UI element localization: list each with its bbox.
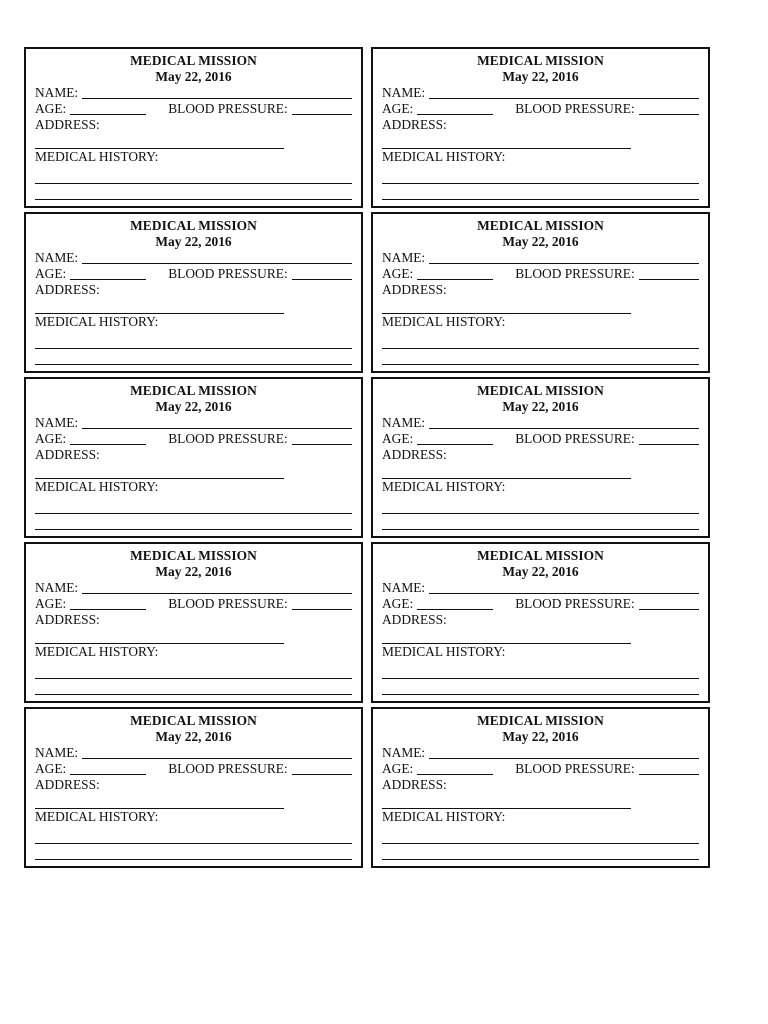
card-date: May 22, 2016 <box>502 564 579 579</box>
blood-pressure-label: BLOOD PRESSURE: <box>515 266 635 281</box>
history-blank[interactable] <box>382 183 699 184</box>
history-blank[interactable] <box>35 348 352 349</box>
history-blank[interactable] <box>35 513 352 514</box>
medical-mission-card <box>371 212 710 373</box>
age-blank[interactable] <box>417 267 493 280</box>
address-blank[interactable] <box>35 478 284 479</box>
address-blank[interactable] <box>35 313 284 314</box>
history-blank[interactable] <box>35 529 352 530</box>
address-blank-row <box>382 463 699 479</box>
card-date: May 22, 2016 <box>502 399 579 414</box>
address-label: ADDRESS: <box>382 612 447 627</box>
card-date: May 22, 2016 <box>502 69 579 84</box>
age-bp-row <box>35 761 352 777</box>
blood-pressure-label: BLOOD PRESSURE: <box>515 431 635 446</box>
history-blank[interactable] <box>382 529 699 530</box>
name-label: NAME: <box>382 415 426 430</box>
name-row <box>382 250 699 266</box>
medical-mission-card <box>24 47 363 208</box>
name-label: NAME: <box>382 250 426 265</box>
name-row <box>382 580 699 596</box>
blood-pressure-blank[interactable] <box>292 267 352 280</box>
medical-history-label: MEDICAL HISTORY: <box>382 479 506 494</box>
blood-pressure-label: BLOOD PRESSURE: <box>515 761 635 776</box>
address-blank[interactable] <box>382 808 631 809</box>
name-row <box>35 580 352 596</box>
history-row <box>382 149 699 165</box>
history-row <box>382 314 699 330</box>
age-label: AGE: <box>35 431 67 446</box>
medical-mission-card <box>371 47 710 208</box>
address-blank[interactable] <box>382 478 631 479</box>
history-blank-row <box>35 665 352 681</box>
blood-pressure-label: BLOOD PRESSURE: <box>168 431 288 446</box>
history-blank-row <box>382 351 699 367</box>
history-blank[interactable] <box>35 364 352 365</box>
history-blank[interactable] <box>382 694 699 695</box>
history-blank-row <box>35 351 352 367</box>
age-blank[interactable] <box>417 102 493 115</box>
medical-history-label: MEDICAL HISTORY: <box>35 314 159 329</box>
card-title: MEDICAL MISSION <box>477 383 604 398</box>
age-bp-row <box>382 761 699 777</box>
blood-pressure-label: BLOOD PRESSURE: <box>168 596 288 611</box>
age-blank[interactable] <box>70 102 146 115</box>
blood-pressure-blank[interactable] <box>292 597 352 610</box>
history-blank-row <box>35 516 352 532</box>
address-label: ADDRESS: <box>35 447 100 462</box>
blood-pressure-blank[interactable] <box>639 102 699 115</box>
address-row <box>35 447 352 463</box>
card-date: May 22, 2016 <box>155 234 232 249</box>
age-bp-row <box>35 266 352 282</box>
medical-mission-card <box>371 377 710 538</box>
name-row <box>382 85 699 101</box>
history-blank[interactable] <box>35 199 352 200</box>
name-row <box>35 745 352 761</box>
medical-history-label: MEDICAL HISTORY: <box>35 809 159 824</box>
medical-history-label: MEDICAL HISTORY: <box>382 314 506 329</box>
medical-history-label: MEDICAL HISTORY: <box>382 644 506 659</box>
name-blank[interactable] <box>429 86 699 99</box>
medical-history-label: MEDICAL HISTORY: <box>35 644 159 659</box>
history-blank-row <box>382 516 699 532</box>
name-blank[interactable] <box>82 86 352 99</box>
card-title: MEDICAL MISSION <box>130 218 257 233</box>
address-label: ADDRESS: <box>35 282 100 297</box>
medical-mission-card <box>24 707 363 868</box>
card-date: May 22, 2016 <box>502 234 579 249</box>
blood-pressure-blank[interactable] <box>639 432 699 445</box>
address-label: ADDRESS: <box>382 777 447 792</box>
medical-mission-card <box>24 377 363 538</box>
age-label: AGE: <box>35 101 67 116</box>
age-label: AGE: <box>382 761 414 776</box>
history-blank[interactable] <box>382 348 699 349</box>
medical-mission-card <box>24 542 363 703</box>
card-title: MEDICAL MISSION <box>477 548 604 563</box>
address-row <box>382 117 699 133</box>
name-label: NAME: <box>35 85 79 100</box>
card-grid <box>24 47 710 868</box>
blood-pressure-blank[interactable] <box>639 762 699 775</box>
age-bp-row <box>35 101 352 117</box>
name-blank[interactable] <box>429 581 699 594</box>
address-blank-row <box>382 298 699 314</box>
medical-mission-card <box>371 542 710 703</box>
age-label: AGE: <box>35 761 67 776</box>
age-blank[interactable] <box>417 432 493 445</box>
age-bp-row <box>35 596 352 612</box>
age-bp-row <box>382 266 699 282</box>
name-row <box>382 745 699 761</box>
age-blank[interactable] <box>417 762 493 775</box>
medical-history-label: MEDICAL HISTORY: <box>382 809 506 824</box>
history-row <box>35 149 352 165</box>
name-blank[interactable] <box>429 416 699 429</box>
history-row <box>35 644 352 660</box>
card-title: MEDICAL MISSION <box>477 218 604 233</box>
card-title: MEDICAL MISSION <box>477 53 604 68</box>
history-blank-row <box>382 335 699 351</box>
address-blank[interactable] <box>35 808 284 809</box>
address-row <box>382 612 699 628</box>
history-blank[interactable] <box>382 199 699 200</box>
age-bp-row <box>382 596 699 612</box>
card-date: May 22, 2016 <box>502 729 579 744</box>
card-date: May 22, 2016 <box>155 69 232 84</box>
name-label: NAME: <box>382 85 426 100</box>
history-row <box>35 314 352 330</box>
address-blank[interactable] <box>382 148 631 149</box>
name-blank[interactable] <box>82 251 352 264</box>
name-blank[interactable] <box>429 746 699 759</box>
address-row <box>382 282 699 298</box>
history-blank[interactable] <box>382 678 699 679</box>
name-label: NAME: <box>382 745 426 760</box>
age-bp-row <box>35 431 352 447</box>
address-blank-row <box>382 628 699 644</box>
name-label: NAME: <box>35 250 79 265</box>
blood-pressure-label: BLOOD PRESSURE: <box>168 266 288 281</box>
name-blank[interactable] <box>82 746 352 759</box>
history-blank[interactable] <box>382 859 699 860</box>
address-label: ADDRESS: <box>382 282 447 297</box>
age-label: AGE: <box>35 596 67 611</box>
address-blank-row <box>382 793 699 809</box>
history-blank-row <box>382 830 699 846</box>
history-blank-row <box>35 186 352 202</box>
history-blank-row <box>382 665 699 681</box>
age-blank[interactable] <box>70 597 146 610</box>
age-blank[interactable] <box>70 432 146 445</box>
address-label: ADDRESS: <box>382 447 447 462</box>
age-blank[interactable] <box>70 762 146 775</box>
address-blank-row <box>35 298 352 314</box>
address-row <box>35 282 352 298</box>
blood-pressure-blank[interactable] <box>639 267 699 280</box>
blood-pressure-label: BLOOD PRESSURE: <box>515 596 635 611</box>
history-blank[interactable] <box>35 694 352 695</box>
address-row <box>35 777 352 793</box>
age-blank[interactable] <box>417 597 493 610</box>
address-blank-row <box>382 133 699 149</box>
history-blank-row <box>35 846 352 862</box>
address-blank-row <box>35 463 352 479</box>
blood-pressure-blank[interactable] <box>639 597 699 610</box>
address-label: ADDRESS: <box>35 612 100 627</box>
history-blank-row <box>382 170 699 186</box>
address-label: ADDRESS: <box>35 777 100 792</box>
history-blank[interactable] <box>35 183 352 184</box>
address-blank[interactable] <box>382 313 631 314</box>
blood-pressure-blank[interactable] <box>292 762 352 775</box>
age-label: AGE: <box>35 266 67 281</box>
history-blank-row <box>35 681 352 697</box>
history-blank-row <box>35 170 352 186</box>
history-row <box>382 809 699 825</box>
age-label: AGE: <box>382 266 414 281</box>
address-blank-row <box>35 793 352 809</box>
history-row <box>35 479 352 495</box>
age-label: AGE: <box>382 101 414 116</box>
card-date: May 22, 2016 <box>155 399 232 414</box>
age-bp-row <box>382 431 699 447</box>
history-blank-row <box>35 500 352 516</box>
history-blank-row <box>382 846 699 862</box>
blood-pressure-label: BLOOD PRESSURE: <box>168 101 288 116</box>
card-title: MEDICAL MISSION <box>130 548 257 563</box>
history-blank-row <box>35 830 352 846</box>
history-blank-row <box>35 335 352 351</box>
age-label: AGE: <box>382 431 414 446</box>
name-row <box>35 250 352 266</box>
name-blank[interactable] <box>82 416 352 429</box>
address-blank-row <box>35 133 352 149</box>
card-title: MEDICAL MISSION <box>477 713 604 728</box>
medical-history-label: MEDICAL HISTORY: <box>35 149 159 164</box>
age-blank[interactable] <box>70 267 146 280</box>
card-title: MEDICAL MISSION <box>130 713 257 728</box>
name-label: NAME: <box>35 415 79 430</box>
name-row <box>35 85 352 101</box>
card-title: MEDICAL MISSION <box>130 53 257 68</box>
history-blank[interactable] <box>382 843 699 844</box>
blood-pressure-blank[interactable] <box>292 102 352 115</box>
address-row <box>382 447 699 463</box>
history-blank-row <box>382 681 699 697</box>
address-row <box>382 777 699 793</box>
history-row <box>382 644 699 660</box>
address-row <box>35 117 352 133</box>
address-label: ADDRESS: <box>382 117 447 132</box>
medical-history-label: MEDICAL HISTORY: <box>382 149 506 164</box>
address-label: ADDRESS: <box>35 117 100 132</box>
address-row <box>35 612 352 628</box>
history-blank[interactable] <box>382 513 699 514</box>
history-blank-row <box>382 186 699 202</box>
card-date: May 22, 2016 <box>155 729 232 744</box>
history-blank[interactable] <box>35 678 352 679</box>
card-title: MEDICAL MISSION <box>130 383 257 398</box>
blood-pressure-label: BLOOD PRESSURE: <box>515 101 635 116</box>
history-row <box>382 479 699 495</box>
medical-mission-card <box>24 212 363 373</box>
address-blank[interactable] <box>35 643 284 644</box>
name-label: NAME: <box>35 580 79 595</box>
medical-mission-card <box>371 707 710 868</box>
history-blank-row <box>382 500 699 516</box>
name-label: NAME: <box>35 745 79 760</box>
name-label: NAME: <box>382 580 426 595</box>
blood-pressure-label: BLOOD PRESSURE: <box>168 761 288 776</box>
history-blank[interactable] <box>35 843 352 844</box>
name-row <box>35 415 352 431</box>
history-blank[interactable] <box>35 859 352 860</box>
card-date: May 22, 2016 <box>155 564 232 579</box>
address-blank[interactable] <box>35 148 284 149</box>
history-blank[interactable] <box>382 364 699 365</box>
age-bp-row <box>382 101 699 117</box>
medical-history-label: MEDICAL HISTORY: <box>35 479 159 494</box>
address-blank[interactable] <box>382 643 631 644</box>
age-label: AGE: <box>382 596 414 611</box>
name-blank[interactable] <box>82 581 352 594</box>
blood-pressure-blank[interactable] <box>292 432 352 445</box>
name-blank[interactable] <box>429 251 699 264</box>
address-blank-row <box>35 628 352 644</box>
history-row <box>35 809 352 825</box>
name-row <box>382 415 699 431</box>
